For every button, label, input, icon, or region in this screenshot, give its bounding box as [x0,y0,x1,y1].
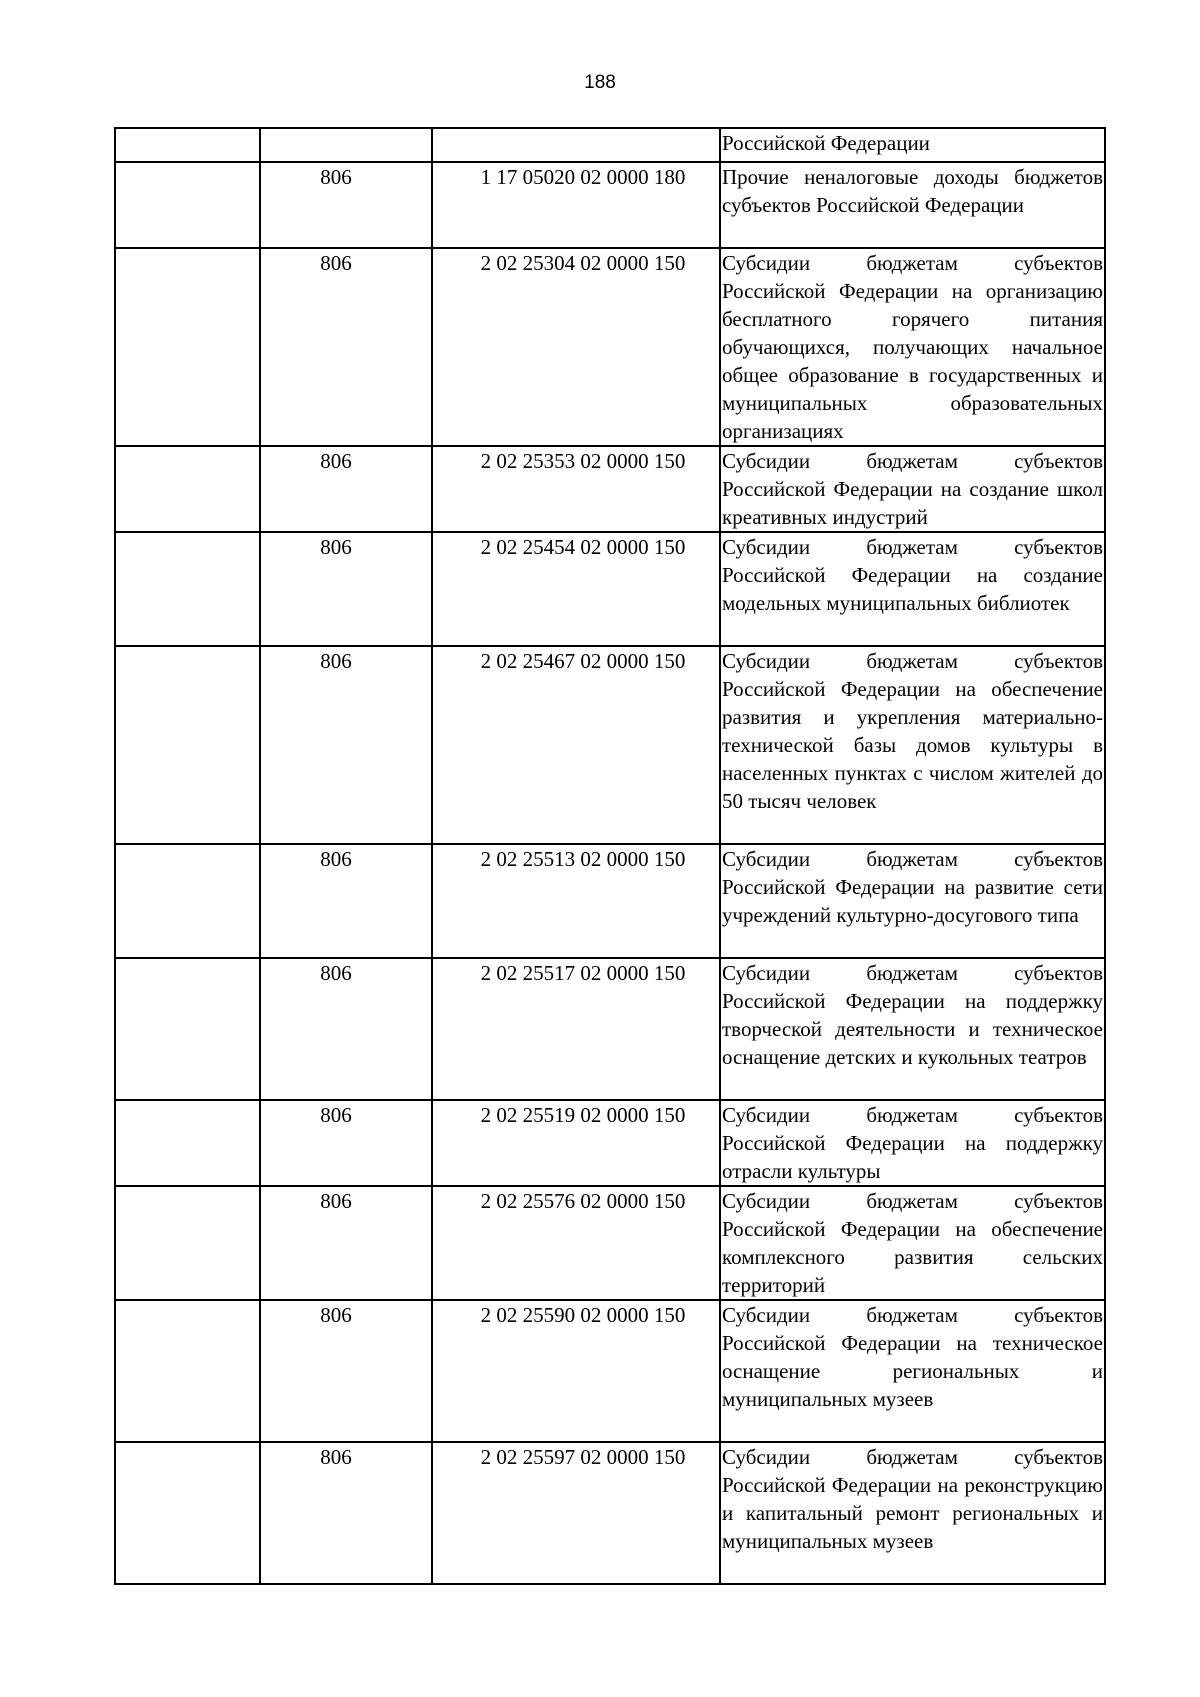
table-row [115,446,1105,532]
table-cell-empty [115,128,260,162]
admin-code-cell: 806 [260,1442,432,1584]
description-cell: Субсидии бюджетам субъектов Российской Федерации на поддержку отрасли культуры [720,1100,1105,1186]
budget-code-cell: 2 02 25513 02 0000 150 [432,844,720,958]
description-cell: Субсидии бюджетам субъектов Российской Федерации на реконструкцию и капитальный ремонт региональных и муниципальных музеев [720,1442,1105,1584]
table-cell-empty [115,958,260,1100]
table-cell-empty [115,446,260,532]
description-cell: Субсидии бюджетам субъектов Российской Федерации на обеспечение развития и укрепления материально-технической базы домов культуры в населенных пунктах с числом жителей до 50 тысяч человек [720,646,1105,844]
table-row [115,1100,1105,1186]
admin-code-cell [260,128,432,162]
admin-code-cell: 806 [260,446,432,532]
budget-code-cell: 2 02 25454 02 0000 150 [432,532,720,646]
budget-code-cell: 2 02 25353 02 0000 150 [432,446,720,532]
admin-code-cell: 806 [260,646,432,844]
table-cell-empty [115,1100,260,1186]
page-number: 188 [584,72,616,93]
budget-code-cell: 2 02 25590 02 0000 150 [432,1300,720,1442]
admin-code-cell: 806 [260,248,432,446]
budget-code-cell: 2 02 25467 02 0000 150 [432,646,720,844]
admin-code-cell: 806 [260,532,432,646]
description-cell: Субсидии бюджетам субъектов Российской Федерации на развитие сети учреждений культурно-досугового типа [720,844,1105,958]
table-cell-empty [115,162,260,248]
budget-classification-table [114,127,1106,1585]
table-cell-empty [115,844,260,958]
table-row [115,128,1105,162]
description-cell: Субсидии бюджетам субъектов Российской Федерации на поддержку творческой деятельности и техническое оснащение детских и кукольных театров [720,958,1105,1100]
table-cell-empty [115,248,260,446]
admin-code-cell: 806 [260,1186,432,1300]
table-cell-empty [115,646,260,844]
table-row [115,532,1105,646]
table-row [115,844,1105,958]
admin-code-cell: 806 [260,958,432,1100]
table-row [115,646,1105,844]
admin-code-cell: 806 [260,844,432,958]
budget-code-cell: 2 02 25517 02 0000 150 [432,958,720,1100]
description-cell: Субсидии бюджетам субъектов Российской Федерации на организацию бесплатного горячего питания обучающихся, получающих начальное общее образование в государственных и муниципальных образовательных организациях [720,248,1105,446]
table-row [115,248,1105,446]
budget-code-cell: 1 17 05020 02 0000 180 [432,162,720,248]
budget-code-cell: 2 02 25519 02 0000 150 [432,1100,720,1186]
description-cell: Субсидии бюджетам субъектов Российской Федерации на техническое оснащение региональных и муниципальных музеев [720,1300,1105,1442]
budget-code-cell [432,128,720,162]
table-row [115,1186,1105,1300]
description-cell: Субсидии бюджетам субъектов Российской Федерации на создание модельных муниципальных библиотек [720,532,1105,646]
table-cell-empty [115,1442,260,1584]
budget-code-cell: 2 02 25304 02 0000 150 [432,248,720,446]
table-row [115,1442,1105,1584]
table-cell-empty [115,1186,260,1300]
table-row [115,162,1105,248]
description-cell: Субсидии бюджетам субъектов Российской Федерации на создание школ креативных индустрий [720,446,1105,532]
table-row [115,1300,1105,1442]
admin-code-cell: 806 [260,1300,432,1442]
table-cell-empty [115,532,260,646]
admin-code-cell: 806 [260,1100,432,1186]
budget-code-cell: 2 02 25597 02 0000 150 [432,1442,720,1584]
table-cell-empty [115,1300,260,1442]
description-cell: Прочие неналоговые доходы бюджетов субъектов Российской Федерации [720,162,1105,248]
admin-code-cell: 806 [260,162,432,248]
description-cell: Российской Федерации [720,128,1105,162]
budget-code-cell: 2 02 25576 02 0000 150 [432,1186,720,1300]
table-row [115,958,1105,1100]
description-cell: Субсидии бюджетам субъектов Российской Федерации на обеспечение комплексного развития сельских территорий [720,1186,1105,1300]
